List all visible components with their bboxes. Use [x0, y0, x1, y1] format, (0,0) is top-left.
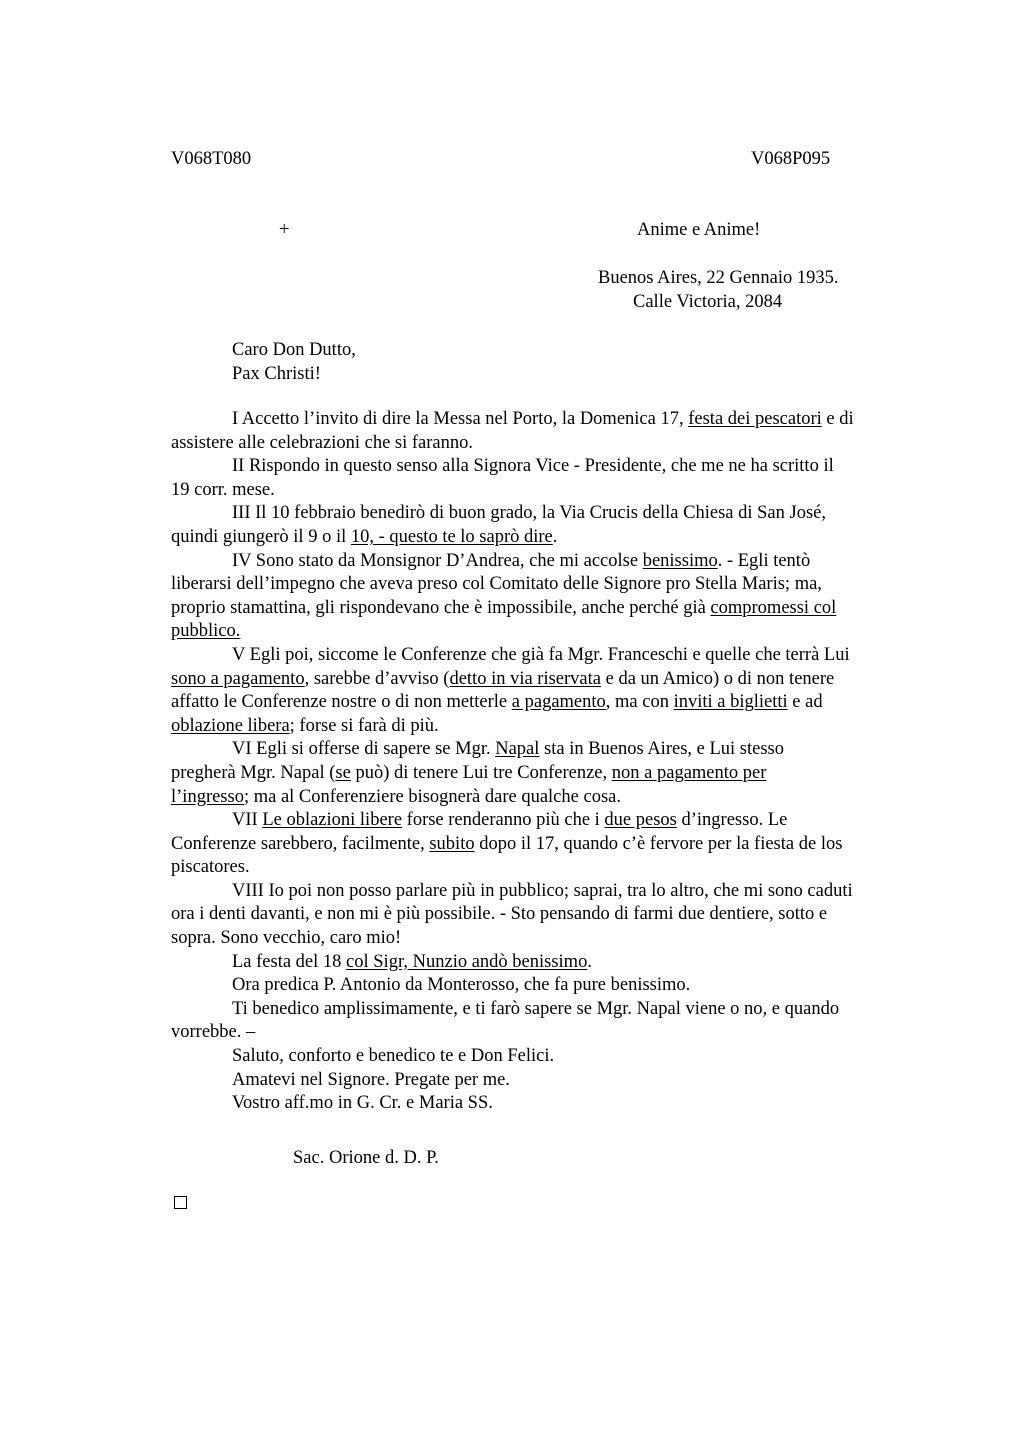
text-segment: vorrebbe. – — [171, 1022, 256, 1043]
text-segment: . - Egli tentò — [717, 550, 811, 571]
doc-code-left: V068T080 — [171, 149, 252, 169]
text-segment: sopra. Sono vecchio, caro mio! — [171, 928, 402, 949]
text-line — [171, 998, 931, 1022]
text-line — [171, 833, 931, 857]
cross-mark: + — [279, 220, 290, 240]
paragraph — [171, 809, 931, 880]
underlined-text: festa dei pescatori — [688, 409, 822, 429]
text-segment: , sarebbe d’avviso ( — [304, 668, 450, 689]
text-segment: 19 corr. mese. — [171, 479, 275, 500]
text-segment: dopo il 17, quando c’è fervore per la fiesta de los — [474, 833, 843, 854]
underlined-text: col Sigr, Nunzio andò benissimo — [346, 951, 588, 972]
text-segment: VII — [232, 810, 263, 831]
text-segment: I Accetto l’invito di dire la Messa nel Porto, la Domenica 17, — [232, 409, 689, 429]
text-line — [171, 691, 931, 715]
text-segment: ; ma al Conferenziere bisognerà dare qualche cosa. — [243, 786, 621, 807]
text-segment: piscatores. — [171, 857, 250, 878]
text-line — [171, 597, 931, 621]
greeting: Pax Christi! — [232, 364, 321, 384]
checkbox-square — [174, 1196, 187, 1209]
closing-line: Amatevi nel Signore. Pregate per me. — [232, 1069, 510, 1090]
underlined-text: non a pagamento per — [611, 762, 767, 783]
salutation: Caro Don Dutto, — [232, 340, 356, 360]
underlined-text: benissimo — [642, 550, 718, 571]
paragraph — [171, 974, 931, 998]
text-segment: Ti benedico amplissimamente, e ti farò sapere se Mgr. Napal viene o no, e quando — [232, 998, 840, 1019]
paragraph — [171, 455, 931, 502]
text-line — [171, 479, 931, 503]
underlined-text: 10, - questo te lo saprò dire — [350, 526, 553, 547]
text-segment: pregherà Mgr. Napal ( — [171, 762, 336, 783]
paragraph — [171, 644, 931, 738]
underlined-text: a pagamento — [511, 692, 606, 713]
text-line — [171, 620, 931, 644]
letter-paragraphs — [171, 408, 931, 1045]
text-line — [171, 408, 931, 432]
text-segment: e da un Amico) o di non tenere — [601, 668, 835, 689]
doc-code-right: V068P095 — [751, 149, 831, 169]
text-line — [171, 809, 931, 833]
text-segment: , ma con — [605, 692, 674, 713]
text-segment: forse renderanno più che i — [402, 810, 605, 831]
text-line — [171, 738, 931, 762]
text-segment: d’ingresso. Le — [676, 810, 788, 831]
text-line — [171, 856, 931, 880]
paragraph — [171, 408, 931, 455]
text-segment: ; forse si farà di più. — [289, 715, 439, 736]
text-segment: VI Egli si offerse di sapere se Mgr. — [232, 739, 496, 760]
underlined-text: inviti a biglietti — [673, 692, 788, 713]
text-segment: VIII Io poi non posso parlare più in pubblico; saprai, tra lo altro, che mi sono caduti — [232, 880, 853, 901]
text-line — [171, 786, 931, 810]
text-segment: proprio stamattina, gli rispondevano che è impossibile, anche perché già — [171, 597, 711, 618]
text-segment: liberarsi dell’impegno che aveva preso col Comitato delle Signore pro Stella Maris; ma, — [171, 574, 822, 595]
text-line — [171, 550, 931, 574]
underlined-text: sono a pagamento — [171, 668, 305, 689]
text-segment: e ad — [787, 692, 823, 713]
text-segment: assistere alle celebrazioni che si faranno. — [171, 432, 474, 453]
underlined-text: compromessi col — [710, 597, 837, 618]
text-line — [171, 432, 931, 456]
underlined-text: oblazione libera — [171, 715, 290, 736]
text-segment: può) di tenere Lui tre Conferenze, — [350, 762, 612, 783]
closing-block — [171, 1045, 931, 1116]
text-segment: La festa del 18 — [232, 951, 347, 972]
text-line — [171, 573, 931, 597]
address: Calle Victoria, 2084 — [633, 292, 783, 312]
signature: Sac. Orione d. D. P. — [293, 1148, 439, 1168]
text-segment: III Il 10 febbraio benedirò di buon grado, la Via Crucis della Chiesa di San José, — [232, 503, 826, 524]
text-line — [171, 903, 931, 927]
text-line — [171, 502, 931, 526]
paragraph — [171, 550, 931, 644]
closing-line: Saluto, conforto e benedico te e Don Felici. — [232, 1046, 555, 1067]
text-segment: Conferenze sarebbero, facilmente, — [171, 833, 430, 854]
text-line — [171, 880, 931, 904]
text-line — [171, 715, 931, 739]
text-segment: affatto le Conferenze nostre o di non metterle — [171, 692, 512, 713]
paragraph — [171, 502, 931, 549]
text-line — [171, 455, 931, 479]
text-segment: V Egli poi, siccome le Conferenze che già fa Mgr. Franceschi e quelle che terrà Lui — [232, 644, 850, 665]
closing-line: Vostro aff.mo in G. Cr. e Maria SS. — [232, 1093, 493, 1114]
text-line — [171, 1021, 931, 1045]
underlined-text: pubblico. — [171, 621, 241, 642]
place-date: Buenos Aires, 22 Gennaio 1935. — [598, 268, 839, 288]
underlined-text: Napal — [495, 739, 540, 760]
text-line — [171, 951, 931, 975]
text-segment: II Rispondo in questo senso alla Signora Vice - Presidente, che me ne ha scritto il — [232, 456, 834, 477]
text-segment: . — [552, 526, 558, 547]
paragraph — [171, 880, 931, 951]
text-segment: e di — [821, 409, 854, 429]
underlined-text: l’ingresso — [171, 786, 244, 807]
text-line — [171, 526, 931, 550]
letter-body — [171, 408, 931, 1116]
underlined-text: due pesos — [604, 810, 677, 831]
text-segment: sta in Buenos Aires, e Lui stesso — [539, 739, 784, 760]
motto: Anime e Anime! — [637, 220, 761, 240]
underlined-text: Le oblazioni libere — [262, 810, 403, 831]
text-segment: ora i denti davanti, e non mi è più possibile. - Sto pensando di farmi due dentiere, sotto e — [171, 904, 828, 925]
text-line — [171, 668, 931, 692]
text-line — [171, 927, 931, 951]
paragraph — [171, 738, 931, 809]
text-segment: Ora predica P. Antonio da Monterosso, che fa pure benissimo. — [232, 975, 691, 996]
paragraph — [171, 951, 931, 975]
underlined-text: subito — [429, 833, 475, 854]
text-segment: quindi giungerò il 9 o il — [171, 526, 351, 547]
underlined-text: detto in via riservata — [449, 668, 601, 689]
text-line — [171, 644, 931, 668]
underlined-text: se — [335, 762, 351, 783]
text-segment: IV Sono stato da Monsignor D’Andrea, che mi accolse — [232, 550, 643, 571]
text-line — [171, 974, 931, 998]
text-segment: . — [587, 951, 592, 972]
paragraph — [171, 998, 931, 1045]
text-line — [171, 762, 931, 786]
